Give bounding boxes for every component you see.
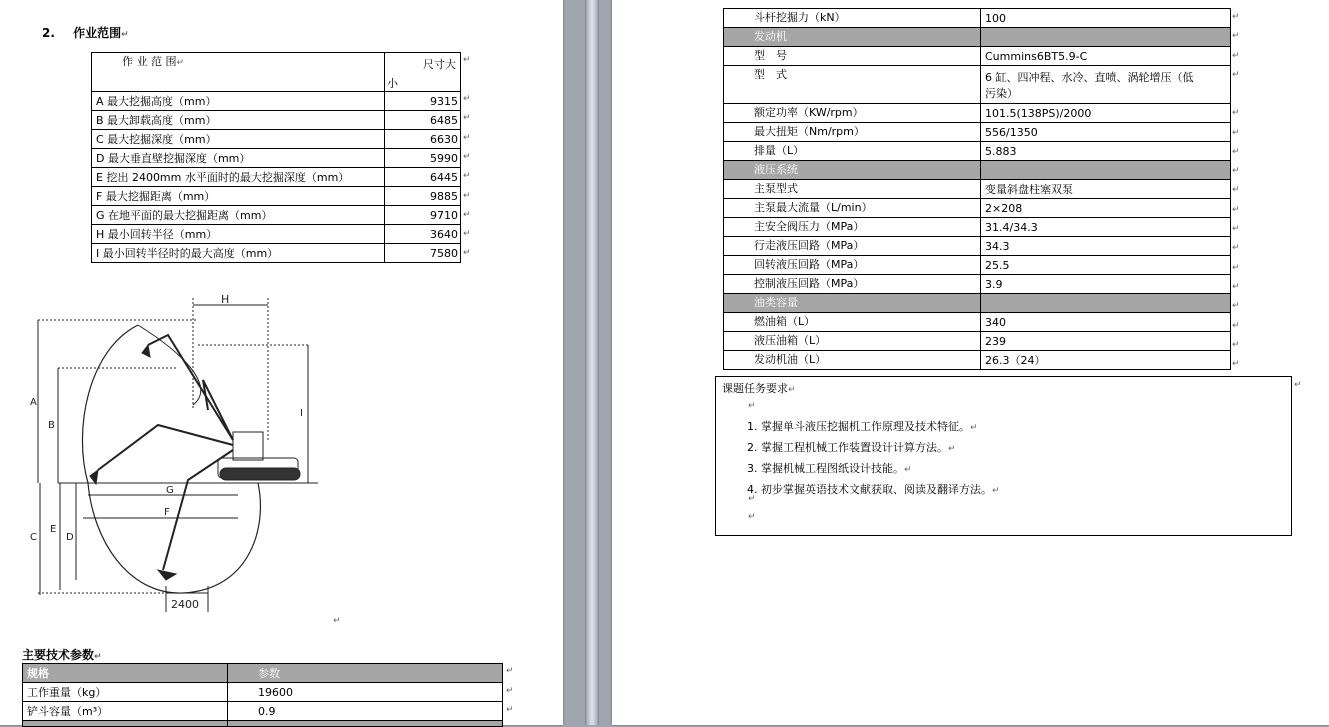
range-col-label: 作 业 范 围 (122, 55, 177, 68)
table-row: 液压油箱（L） 239 (724, 332, 1231, 351)
table-row: 排量（L） 5.883 (724, 142, 1231, 161)
page-gutter (585, 0, 599, 725)
section-row: 发动机 (724, 28, 1231, 47)
table-row: H 最小回转半径（mm） 3640 (92, 225, 461, 244)
table-row: 额定功率（KW/rpm） 101.5(138PS)/2000 (724, 104, 1231, 123)
table-row: 斗杆挖掘力（kN） 100 (724, 9, 1231, 28)
document-page-right: 斗杆挖掘力（kN） 100 发动机 型 号 Cummins6BT5.9-C 型 式 6 缸、四冲程、水冷、直喷、涡轮增压（低 污染） 额定功率（KW/rpm） 101.5(138PS)/2000 最大扭矩（Nm/rpm） 556/1350 排量（L） 5.883 液压系统 主泵型式 变量斜盘柱塞双泵 主泵最大流量（L/min） 2×208 主安全阀压力（MPa） 31.4/34.3 行走液压回路（MPa） 34.3 回转液压回路（MPa） 25.5 控制液压回路（MPa） 3.9 油类容量 燃油箱（L） 340 液压油箱（L） 239 发动机油（L） 26.3（24） ↵ ↵ ↵ ↵ ↵ ↵ ↵ ↵ ↵ ↵ ↵ ↵ ↵ ↵ ↵ ↵ ↵ ↵ 课题任务要求↵ ↵ 1. 掌握单斗液压挖掘机工作原理及技术特征。↵ 2. 掌握工程机械工作装置设计计算方法。↵ 3. 掌握机械工程图纸设计技能。↵ 4. 初步掌握英语技术文献获取、阅读及翻译方法。↵ ↵ ↵ ↵ (612, 0, 1329, 725)
range-col-size-top: 尺寸大 (423, 58, 456, 71)
dim-label-2400: 2400 (171, 598, 199, 611)
task-requirements-box: 课题任务要求↵ ↵ 1. 掌握单斗液压挖掘机工作原理及技术特征。↵ 2. 掌握工程机械工作装置设计计算方法。↵ 3. 掌握机械工程图纸设计技能。↵ 4. 初步掌握英语技术文献获取、阅读及翻译方法。↵ ↵ ↵ (715, 376, 1292, 536)
dim-label-a: A (30, 397, 37, 408)
table-row: A 最大挖掘高度（mm） 9315 (92, 92, 461, 111)
table-row: 主泵型式 变量斜盘柱塞双泵 (724, 180, 1231, 199)
excavator-cab (233, 432, 263, 460)
params-table (22, 663, 503, 727)
task-list (747, 417, 1000, 501)
table-row: 控制液压回路（MPa） 3.9 (724, 275, 1231, 294)
section-heading: 2. 作业范围↵ (42, 26, 129, 40)
table-row: 型 式 6 缸、四冲程、水冷、直喷、涡轮增压（低 污染） (724, 66, 1231, 104)
table-row: I 最小回转半径时的最大高度（mm） 7580 (92, 244, 461, 263)
table-row: E 挖出 2400mm 水平面时的最大挖掘深度（mm） 6445 (92, 168, 461, 187)
spec-table (723, 8, 1231, 370)
table-row: 型 号 Cummins6BT5.9-C (724, 47, 1231, 66)
work-range-table (91, 52, 461, 263)
table-row: 发动机油（L） 26.3（24） (724, 351, 1231, 370)
section-row: 油类容量 (724, 294, 1231, 313)
dim-label-i: I (300, 408, 303, 419)
dim-label-c: C (30, 532, 37, 543)
table-row: 回转液压回路（MPa） 25.5 (724, 256, 1231, 275)
params-table-header: 规格 参数 (23, 664, 503, 683)
section-row: 液压系统 (724, 161, 1231, 180)
table-row: G 在地平面的最大挖掘距离（mm） 9710 (92, 206, 461, 225)
table-row: F 最大挖掘距离（mm） 9885 (92, 187, 461, 206)
dim-label-d: D (66, 532, 74, 543)
table-row: D 最大垂直壁挖掘深度（mm） 5990 (92, 149, 461, 168)
dim-label-b: B (48, 420, 55, 431)
range-table-header: 作 业 范 围↵ 尺寸大 小 (92, 53, 461, 92)
digging-envelope (82, 325, 260, 593)
list-item: 3. 掌握机械工程图纸设计技能。↵ (747, 462, 912, 475)
table-row: 主安全阀压力（MPa） 31.4/34.3 (724, 218, 1231, 237)
list-item: 1. 掌握单斗液压挖掘机工作原理及技术特征。↵ (747, 420, 978, 433)
params-title: 主要技术参数↵ (22, 648, 102, 662)
table-row: 最大扭矩（Nm/rpm） 556/1350 (724, 123, 1231, 142)
dim-label-h: H (221, 293, 230, 306)
document-page-left: 2. 作业范围↵ 作 业 范 围↵ 尺寸大 小 A 最大挖掘高度（mm） 9315 B 最大卸载高度（mm） 6485 C 最大挖掘深度（mm） 6630 D 最大垂直壁挖掘深度（mm） 5990 E 挖出 2400mm 水平面时的最大挖掘深度（mm） 6445 F 最大挖掘距离（mm） 9885 G 在地平面的最大挖掘距离（mm） 9710 H 最小回转半径（mm） 3640 I 最小回转半径时的最大高度（mm） 7580 ↵ ↵ ↵ ↵ ↵ ↵ ↵ ↵ ↵ ↵ H A B I G F C E D 2400 ↵ 主要技术参数↵ 规格 参数 工作重量（kg） 19600 铲斗容量（m³） 0.9 ↵ ↵ ↵ (0, 0, 563, 725)
range-col-size-bottom: 小 (387, 77, 398, 90)
excavator-track (220, 468, 300, 480)
dim-label-f: F (164, 507, 170, 518)
section-title: 作业范围 (73, 26, 122, 40)
dim-label-g: G (166, 485, 174, 496)
dim-label-e: E (50, 524, 57, 535)
list-item: 2. 掌握工程机械工作装置设计计算方法。↵ (747, 441, 956, 454)
table-row: 铲斗容量（m³） 0.9 (23, 702, 503, 721)
table-row: B 最大卸载高度（mm） 6485 (92, 111, 461, 130)
table-row: C 最大挖掘深度（mm） 6630 (92, 130, 461, 149)
list-item: 4. 初步掌握英语技术文献获取、阅读及翻译方法。↵ (747, 483, 1000, 496)
task-title: 课题任务要求↵ (722, 382, 796, 395)
table-row: 行走液压回路（MPa） 34.3 (724, 237, 1231, 256)
table-row: 工作重量（kg） 19600 (23, 683, 503, 702)
table-row: 燃油箱（L） 340 (724, 313, 1231, 332)
section-number: 2. (42, 26, 55, 40)
table-row: 主泵最大流量（L/min） 2×208 (724, 199, 1231, 218)
excavator-working-range-diagram (18, 290, 338, 615)
